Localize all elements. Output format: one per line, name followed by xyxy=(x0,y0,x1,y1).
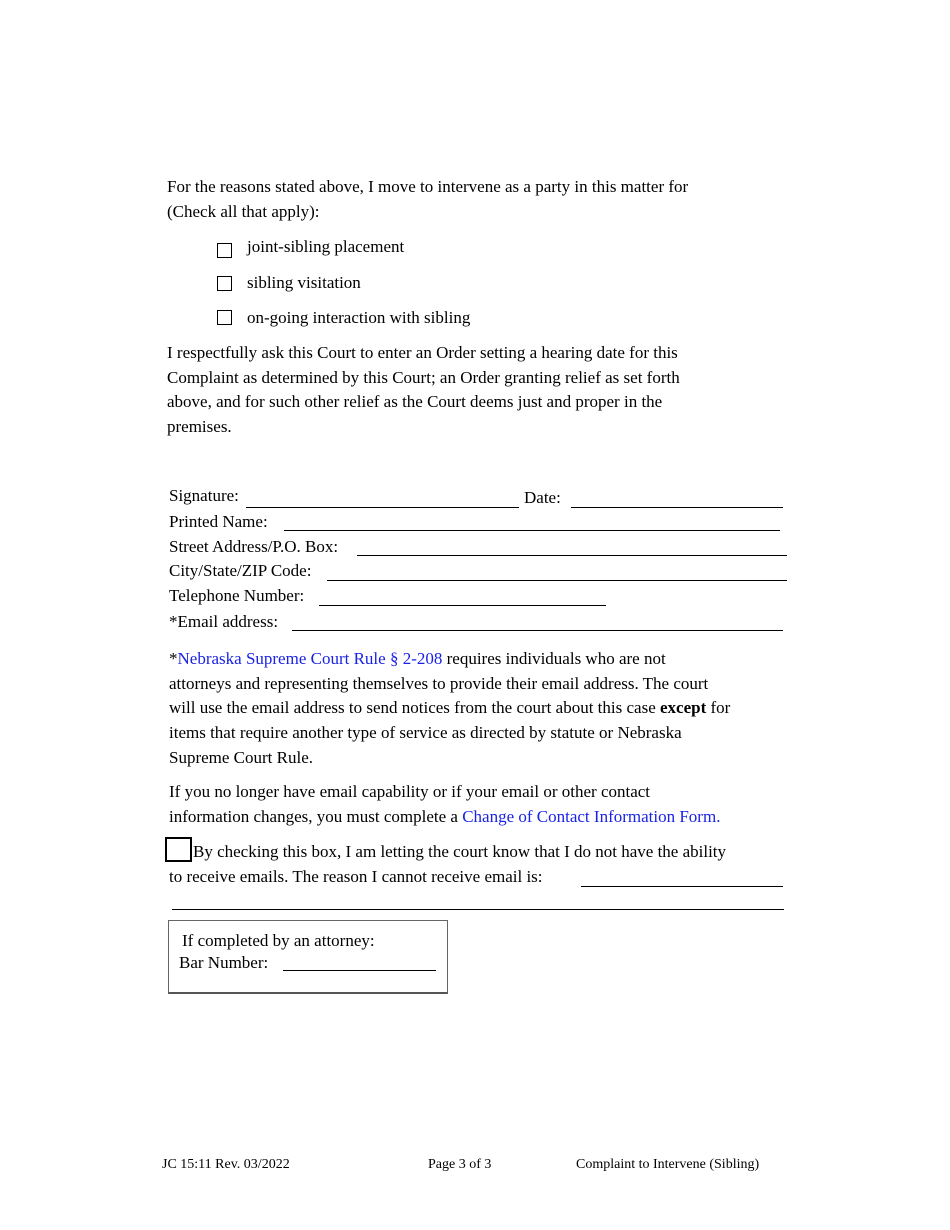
date-label: Date: xyxy=(524,488,561,507)
printed-name-label: Printed Name: xyxy=(169,512,268,531)
notice-text: will use the email address to send notices from the court about this case xyxy=(169,698,660,718)
option-label: joint-sibling placement xyxy=(247,237,405,256)
signature-label: Signature: xyxy=(169,486,239,505)
city-state-zip-field[interactable] xyxy=(327,580,787,581)
request-line: premises. xyxy=(167,417,232,437)
request-line: above, and for such other relief as the Court deems just and proper in the xyxy=(167,392,663,412)
supreme-court-rule-link[interactable]: Nebraska Supreme Court Rule § 2-208 xyxy=(177,649,443,668)
street-address-field[interactable] xyxy=(357,555,787,556)
option-label: sibling visitation xyxy=(247,273,361,292)
notice-line: attorneys and representing themselves to provide their email address. The court xyxy=(169,673,709,693)
bar-number-label: Bar Number: xyxy=(179,953,269,972)
no-email-reason-field-line-2[interactable] xyxy=(172,909,784,910)
intro-line-1: For the reasons stated above, I move to intervene as a party in this matter for xyxy=(167,177,689,196)
form-id: JC 15:11 Rev. 03/2022 xyxy=(162,1157,290,1172)
printed-name-field[interactable] xyxy=(284,530,780,531)
request-line: I respectfully ask this Court to enter an Order setting a hearing date for this xyxy=(167,343,678,362)
email-notice-paragraph xyxy=(169,647,789,771)
date-field[interactable] xyxy=(571,507,783,508)
telephone-field[interactable] xyxy=(319,605,606,606)
attorney-heading: If completed by an attorney: xyxy=(182,931,375,950)
request-line: Complaint as determined by this Court; an Order granting relief as set forth xyxy=(167,367,680,387)
city-state-zip-label: City/State/ZIP Code: xyxy=(169,561,312,580)
contact-text: information changes, you must complete a xyxy=(169,806,463,826)
asterisk: * xyxy=(169,649,178,668)
email-label: *Email address: xyxy=(169,612,279,631)
intro-line-2: (Check all that apply): xyxy=(167,201,320,221)
notice-line: Supreme Court Rule. xyxy=(169,747,314,767)
notice-line: items that require another type of service as directed by statute or Nebraska xyxy=(169,723,682,743)
sibling-visitation-checkbox[interactable] xyxy=(217,276,232,291)
ongoing-interaction-checkbox[interactable] xyxy=(217,310,232,325)
no-email-text: By checking this box, I am letting the court know that I do not have the ability xyxy=(193,842,727,861)
intro-paragraph xyxy=(167,175,787,224)
joint-sibling-placement-checkbox[interactable] xyxy=(217,243,232,258)
notice-emphasis: except xyxy=(659,698,707,718)
change-of-contact-form-link[interactable]: Change of Contact Information Form. xyxy=(462,806,721,826)
no-email-checkbox[interactable] xyxy=(165,837,192,862)
form-title: Complaint to Intervene (Sibling) xyxy=(576,1157,760,1172)
signature-field[interactable] xyxy=(246,507,519,508)
no-email-text: to receive emails. The reason I cannot receive email is: xyxy=(169,867,543,886)
bar-number-field[interactable] xyxy=(283,970,436,971)
request-paragraph xyxy=(167,341,787,440)
option-label: on-going interaction with sibling xyxy=(247,308,471,327)
no-email-reason-field[interactable] xyxy=(581,886,783,887)
email-field[interactable] xyxy=(292,630,783,631)
telephone-label: Telephone Number: xyxy=(169,586,305,605)
contact-change-paragraph xyxy=(169,780,789,829)
notice-text: for xyxy=(706,698,731,718)
page-number: Page 3 of 3 xyxy=(428,1157,492,1172)
street-address-label: Street Address/P.O. Box: xyxy=(169,537,339,556)
notice-text: requires individuals who are not xyxy=(442,649,666,668)
contact-line: If you no longer have email capability or if your email or other contact xyxy=(169,782,651,801)
